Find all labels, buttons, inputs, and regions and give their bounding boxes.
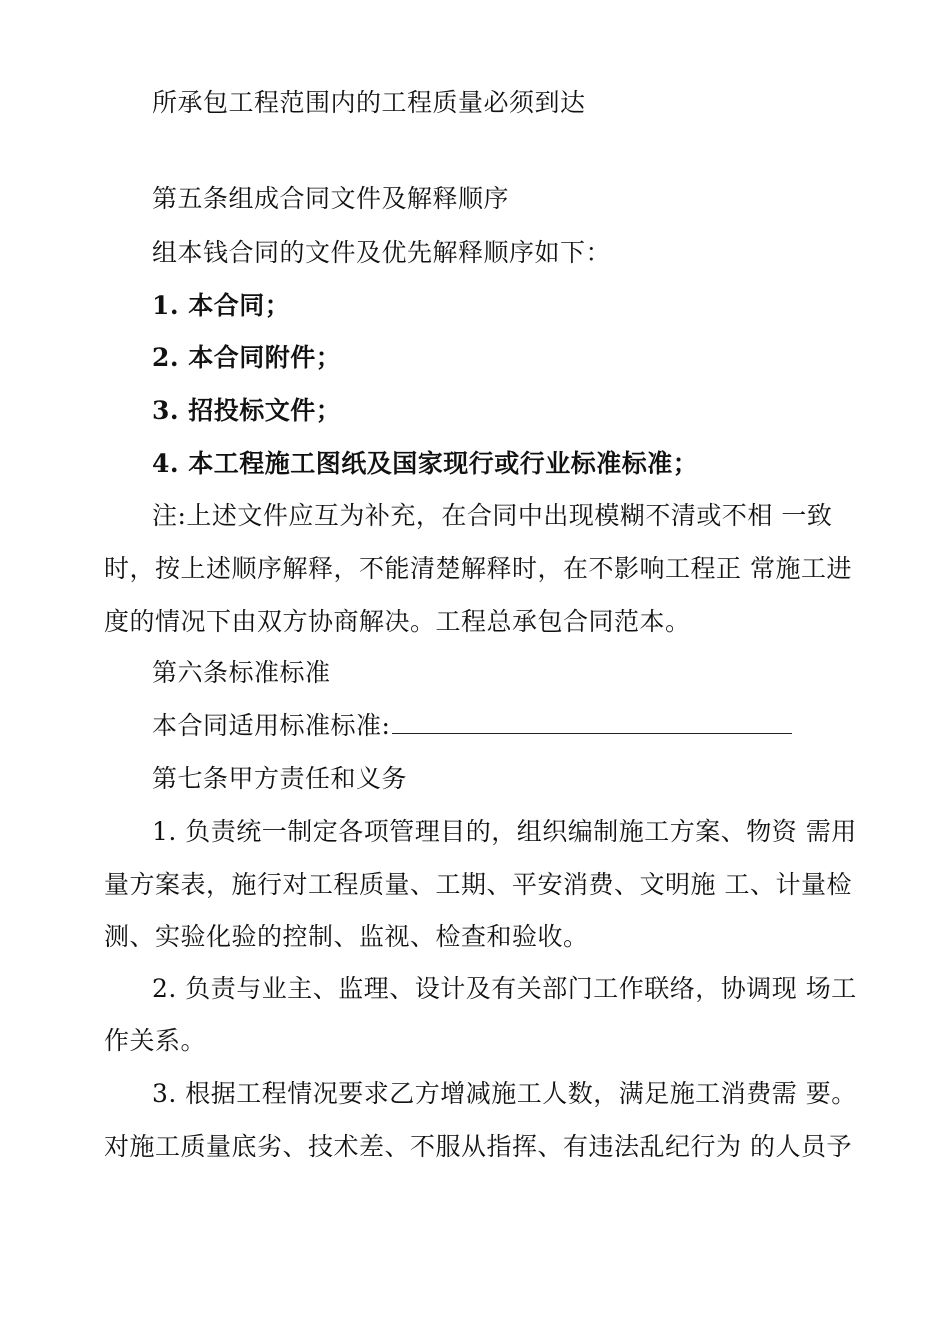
list-item-2: 2. 本合同附件； (152, 343, 342, 372)
note-line: 度的情况下由双方协商解决。工程总承包合同范本。 (104, 607, 691, 636)
paragraph-line: 测、实验化验的控制、监视、检查和验收。 (104, 922, 589, 951)
paragraph-line: 1. 负责统一制定各项管理目的，组织编制施工方案、物资 需用 (152, 817, 857, 846)
section-heading-6: 第六条标准标准 (152, 658, 331, 687)
paragraph-line: 3. 根据工程情况要求乙方增减施工人数，满足施工消费需 要。 (152, 1079, 857, 1108)
paragraph-line: 组本钱合同的文件及优先解释顺序如下： (152, 238, 612, 267)
blank-fill-line (392, 713, 792, 734)
paragraph-line: 量方案表，施行对工程质量、工期、平安消费、文明施 工、计量检 (104, 870, 852, 899)
list-item-3: 3. 招投标文件； (152, 396, 342, 425)
paragraph-line: 所承包工程范围内的工程质量必须到达 (152, 88, 586, 117)
standard-line (152, 709, 852, 742)
note-line: 注:上述文件应互为补充，在合同中出现模糊不清或不相 一致 (152, 501, 833, 530)
paragraph-line: 作关系。 (104, 1026, 207, 1055)
list-item-1: 1. 本合同； (152, 291, 291, 320)
paragraph-line: 2. 负责与业主、监理、设计及有关部门工作联络，协调现 场工 (152, 974, 857, 1003)
paragraph-line: 对施工质量底劣、技术差、不服从指挥、有违法乱纪行为 的人员予 (104, 1132, 852, 1161)
section-heading-7: 第七条甲方责任和义务 (152, 764, 408, 793)
list-item-4: 4. 本工程施工图纸及国家现行或行业标准标准； (152, 449, 699, 478)
standard-label: 本合同适用标准标准: (152, 711, 391, 740)
note-line: 时，按上述顺序解释，不能清楚解释时，在不影响工程正 常施工进 (104, 554, 852, 583)
section-heading-5: 第五条组成合同文件及解释顺序 (152, 184, 510, 213)
